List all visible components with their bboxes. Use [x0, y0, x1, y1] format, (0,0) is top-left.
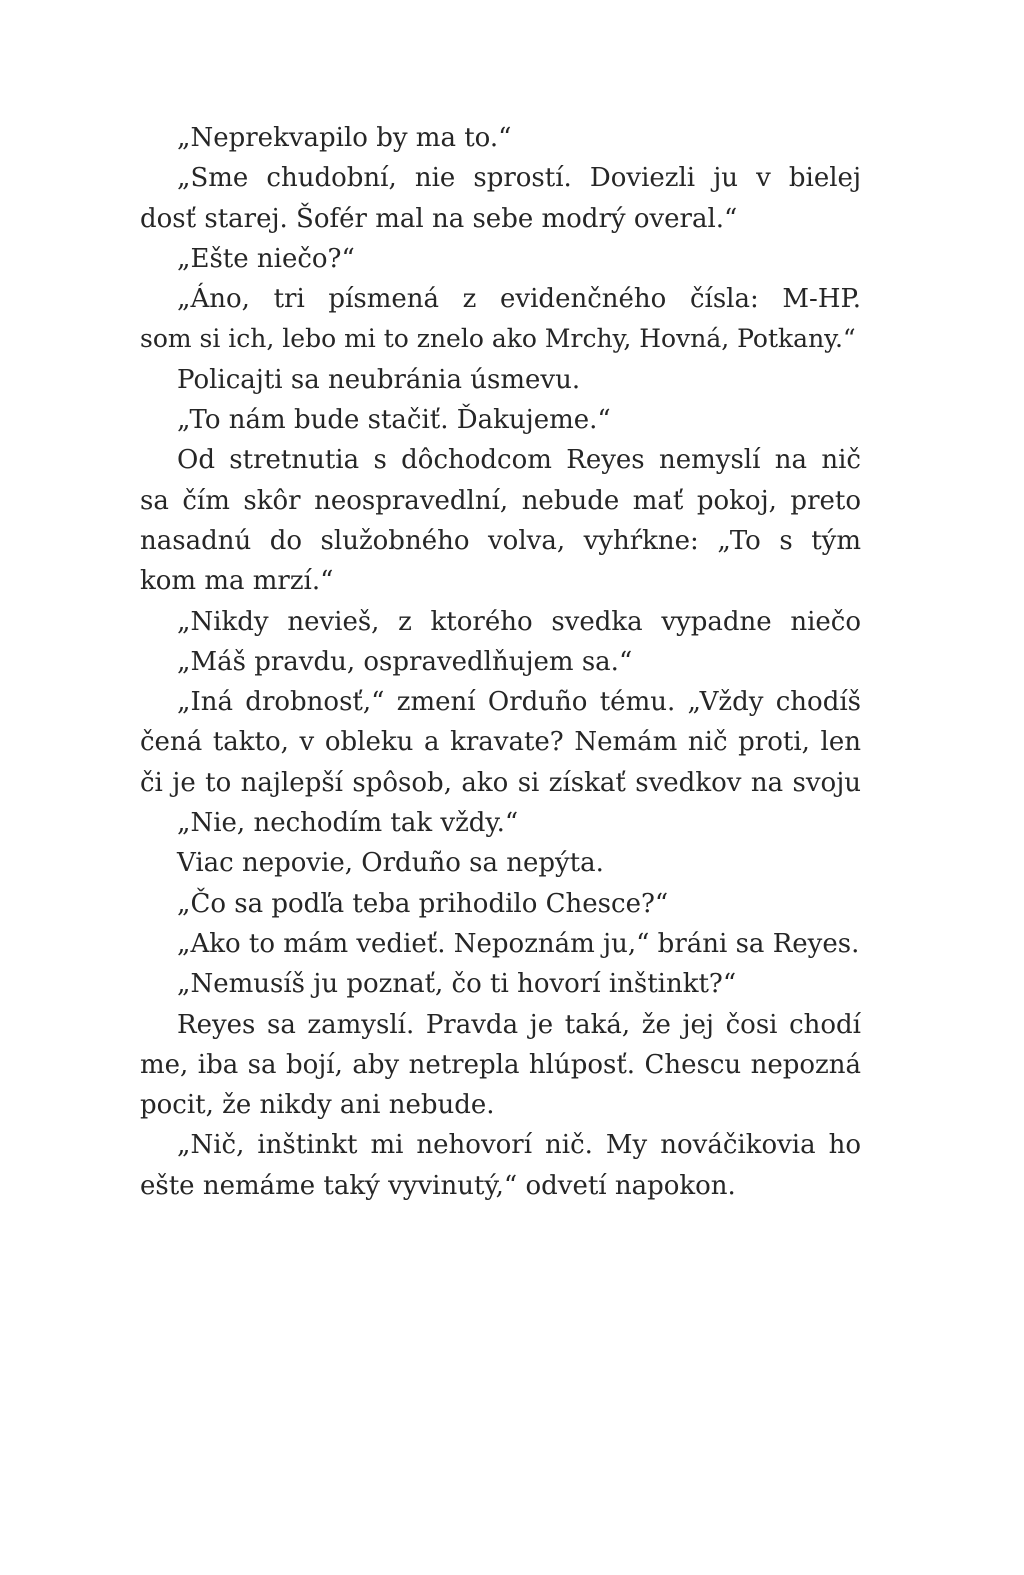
text-line: Od stretnutia s dôchodcom Reyes nemyslí na nič: [177, 445, 861, 476]
text-line: nasadnú do služobného volva, vyhŕkne: „To s tým: [140, 525, 861, 556]
text-line: či je to najlepší spôsob, ako si získať svedkov na svoju: [140, 767, 861, 798]
text-line: Reyes sa zamyslí. Pravda je taká, že jej čosi chodí: [177, 1009, 861, 1040]
text-line: dosť starej. Šofér mal na sebe modrý overal.“: [140, 203, 738, 234]
body-text: [140, 118, 861, 1206]
text-line: „Neprekvapilo by ma to.“: [177, 123, 512, 153]
text-line: „Ako to mám vedieť. Nepoznám ju,“ bráni sa Reyes.: [177, 928, 860, 959]
text-line: „Áno, tri písmená z evidenčného čísla: M-HP.: [177, 284, 861, 315]
text-line: „Čo sa podľa teba prihodilo Chesce?“: [177, 888, 669, 919]
text-line: „Nemusíš ju poznať, čo ti hovorí inštinkt?“: [177, 969, 737, 1000]
text-line: „Ešte niečo?“: [177, 243, 355, 274]
text-line: Viac nepovie, Orduño sa nepýta.: [177, 848, 604, 879]
text-line: „Sme chudobní, nie sprostí. Doviezli ju v bielej: [177, 163, 861, 194]
text-line: pocit, že nikdy ani nebude.: [140, 1090, 495, 1121]
text-line: „Nie, nechodím tak vždy.“: [177, 808, 519, 839]
text-line: ešte nemáme taký vyvinutý,“ odvetí napokon.: [140, 1170, 736, 1201]
text-line: sa čím skôr neospravedlní, nebude mať pokoj, preto: [140, 485, 861, 516]
text-line: čená takto, v obleku a kravate? Nemám nič proti, len: [140, 727, 861, 758]
text-line: „Iná drobnosť,“ zmení Orduño tému. „Vždy chodíš: [177, 687, 861, 718]
text-line: „Nič, inštinkt mi nehovorí nič. My nováčikovia ho: [177, 1130, 861, 1161]
text-line: „To nám bude stačiť. Ďakujeme.“: [177, 405, 611, 436]
text-line: „Nikdy nevieš, z ktorého svedka vypadne niečo: [177, 606, 861, 637]
text-line: me, iba sa bojí, aby netrepla hlúposť. Chescu nepozná: [140, 1049, 861, 1080]
text-line: „Máš pravdu, ospravedlňujem sa.“: [177, 646, 633, 677]
text-line: som si ich, lebo mi to znelo ako Mrchy, Hovná, Potkany.“: [140, 324, 856, 354]
text-line: Policajti sa neubránia úsmevu.: [177, 364, 581, 395]
text-line: kom ma mrzí.“: [140, 566, 334, 597]
